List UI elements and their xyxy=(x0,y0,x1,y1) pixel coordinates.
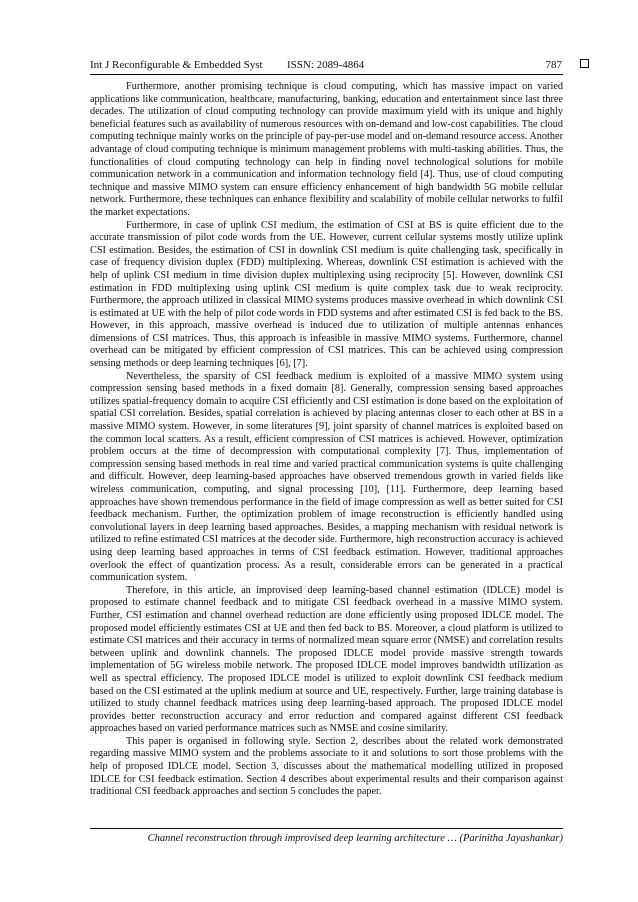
paragraph: Therefore, in this article, an improvised deep learning-based channel estimation (IDLCE) model is proposed to estimate channel feedback and to mitigate CSI feedback overhead in a massive MIMO system. Further, CSI estimation and channel overhead reduction are done efficiently using proposed IDLCE model. The proposed model efficiently estimates CSI at UE and then fed back to BS. Moreover, a cloud platform is utilized to estimate CSI matrices and their accuracy in terms of normalized mean square error (NMSE) and correlation results between uplink and downlink channels. The proposed IDLCE model provide massive strength towards implementation of 5G wireless mobile network. The proposed IDLCE model improves bandwidth utilization as well as spectral efficiency. The proposed IDLCE model is utilized to exploit downlink CSI feedback medium based on the CSI estimated at the uplink medium at source and UE, respectively. Further, large training database is utilized to study channel feedback matrices using deep learning-based approach. The proposed IDLCE model provides better reconstruction accuracy and error reduction and compared against different CSI feedback approaches based on varied performance matrices such as NMSE and cosine similarity. xyxy=(90,584,563,735)
page-number: 787 xyxy=(545,59,562,71)
paragraph: Furthermore, in case of uplink CSI medium, the estimation of CSI at BS is quite efficient due to the accurate transmission of pilot code words from the UE. However, current cellular systems mostly utilize uplink CSI estimation. Besides, the estimation of CSI in downlink CSI medium is quite challenging task, specifically in case of frequency division duplex (FDD) multiplexing. Whereas, downlink CSI estimation is achieved with the help of uplink CSI medium in time division duplex multiplexing using reciprocity [5]. However, downlink CSI estimation in FDD multiplexing using uplink CSI medium is quite complex task due to weak reciprocity. Furthermore, the approach utilized in classical MIMO systems produces massive overhead in which downlink CSI is estimated at UE with the help of pilot code words in FDD systems and after estimated CSI is fed back to the BS. However, in this approach, massive overhead is induced due to utilization of multiple antennas enhances dimensions of CSI matrices. Thus, this approach is infeasible in massive MIMO systems. Furthermore, channel overhead can be mitigated by efficient compression of CSI matrices. This can be achieved using compression sensing methods or deep learning techniques [6], [7]. xyxy=(90,219,563,370)
journal-name: Int J Reconfigurable & Embedded Syst xyxy=(90,59,263,71)
issn-label: ISSN: 2089-4864 xyxy=(287,59,365,71)
header-divider xyxy=(90,74,563,75)
paragraph: Furthermore, another promising technique is cloud computing, which has massive impact on varied applications like communication, healthcare, manufacturing, banking, education and entertainment since last three decades. The utilization of cloud computing technology can provide maximum yield with its unique and highly beneficial features such as availability of numerous resources with on-demand and low-cost capabilities. The cloud computing technique mainly works on the principle of pay-per-use model and on-demand resource access. Another advantage of cloud computing technique is minimum management problems with multi-tasking abilities. Thus, the functionalities of cloud computing technology can help in finding novel technological solutions for mobile communication network in a communication and information technology field [4]. Thus, use of cloud computing technique and massive MIMO system can ensure efficiency enhancement of high bandwidth 5G mobile cellular network. Furthermore, these techniques can enhance flexibility and scalability of mobile cellular networks to fulfil the market expectations. xyxy=(90,81,563,218)
running-header xyxy=(90,58,562,74)
paragraph: Nevertheless, the sparsity of CSI feedback medium is exploited of a massive MIMO system using compression sensing based methods in a fixed domain [8]. Generally, compression sensing based approaches utilizes spatial-frequency domain to acquire CSI efficiently and CSI estimation is done based on the exploitation of spatial CSI correlation. Besides, spatial correlation is achieved by placing antennas closer to each other at BS in a massive MIMO system. However, in some literatures [9], joint sparsity of channel matrices is exploited based on the common local scatters. As a result, efficient compression of CSI matrices is achieved. However, optimization problem occurs at the time of decompression with computational complexity [7]. Thus, implementation of compression sensing based methods in real time and varied practical communication systems is quite challenging and difficult. However, deep learning-based approaches have observed tremendous growth in varied fields like wireless communication, computing, and signal processing [10], [11]. Furthermore, deep learning based approaches have shown tremendous performance in the field of image compression as well as better suited for CSI feedback mechanism. Further, the optimization problem of image reconstruction is efficiently handled using convolutional layers in deep learning based approaches. Besides, a mapping mechanism with residual network is utilized to refine estimated CSI matrices at the decoder side. Furthermore, high reconstruction accuracy is achieved using deep learning based approaches in terms of CSI feedback estimation. However, traditional approaches overlook the effect of quantization process. As a result, considerable errors can be generated in a practical communication system. xyxy=(90,370,563,584)
body-text xyxy=(90,81,563,799)
footer-divider xyxy=(90,828,563,829)
running-footer: Channel reconstruction through improvised deep learning architecture … (Parinitha Jayashankar) xyxy=(147,833,563,844)
square-box-icon xyxy=(580,59,589,68)
paragraph: This paper is organised in following style. Section 2, describes about the related work demonstrated regarding massive MIMO system and the problems associate to it and solutions to sort those problems with the help of proposed IDLCE model. Section 3, discusses about the mathematical modelling utilized in proposed IDLCE for CSI feedback estimation. Section 4 describes about experimental results and their comparison against traditional CSI feedback approaches and section 5 concludes the paper. xyxy=(90,735,563,798)
